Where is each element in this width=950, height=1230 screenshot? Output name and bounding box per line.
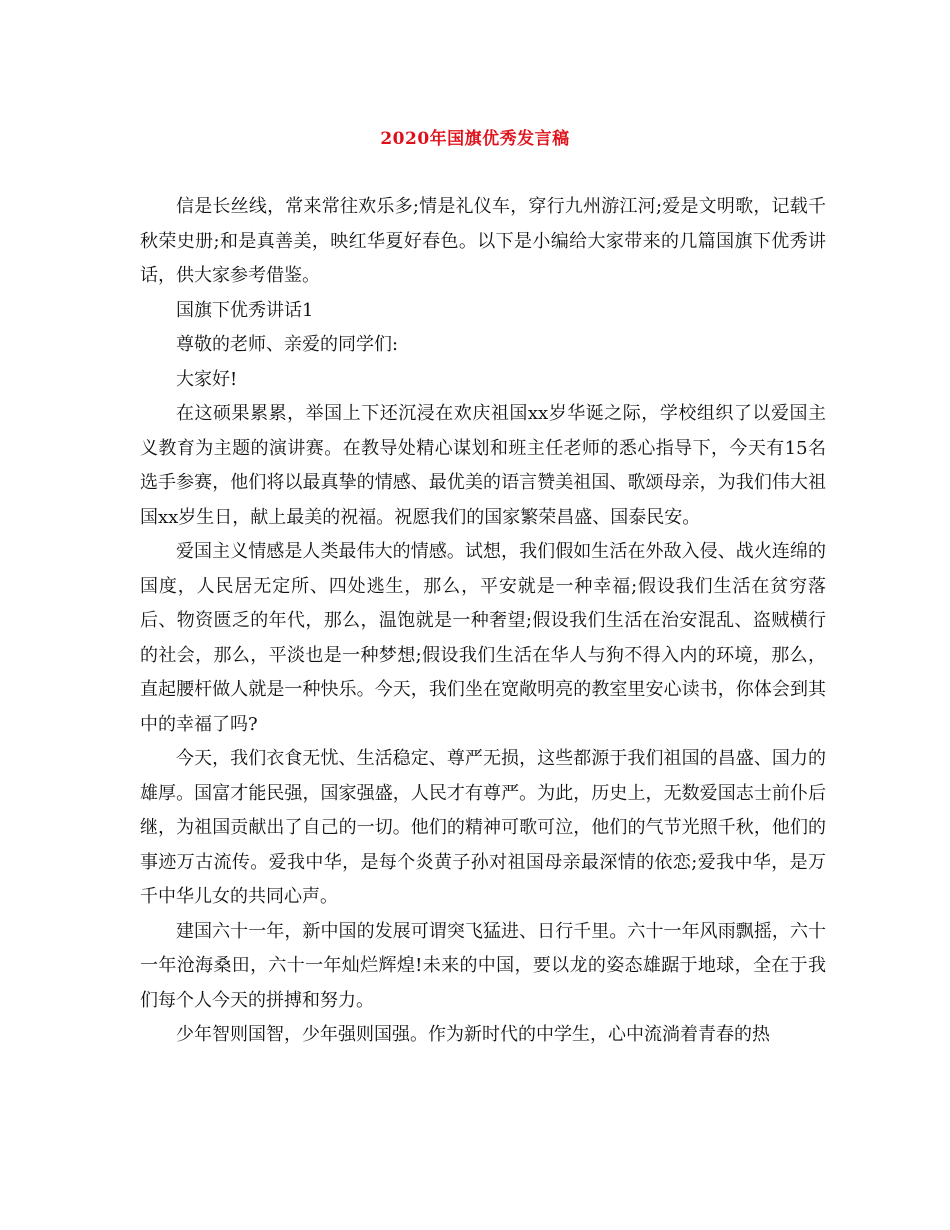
paragraph-competition: 在这硕果累累，举国上下还沉浸在欢庆祖国xx岁华诞之际，学校组织了以爱国主义教育为主题的演讲赛。在教导处精心谋划和班主任老师的悉心指导下，今天有15名选手参赛，他们将以最真挚的情感、最优美的语言赞美祖国、歌颂母亲，为我们伟大祖国xx岁生日，献上最美的祝福。祝愿我们的国家繁荣昌盛、国泰民安。 bbox=[140, 403, 826, 528]
paragraph-youth: 少年智则国智，少年强则国强。作为新时代的中学生，心中流淌着青春的热 bbox=[176, 1024, 770, 1045]
paragraph-development: 建国六十一年，新中国的发展可谓突飞猛进、日行千里。六十一年风雨飘摇，六十一年沧海桑田，六十一年灿烂辉煌!未来的中国，要以龙的姿态雄踞于地球，全在于我们每个人今天的拼搏和努力。 bbox=[140, 920, 826, 1011]
paragraph-salutation: 尊敬的老师、亲爱的同学们: bbox=[176, 334, 399, 355]
paragraph-prosperity: 今天，我们衣食无忧、生活稳定、尊严无损，这些都源于我们祖国的昌盛、国力的雄厚。国富才能民强，国家强盛，人民才有尊严。为此，历史上，无数爱国志士前仆后继，为祖国贡献出了自己的一切。他们的精神可歌可泣，他们的气节光照千秋，他们的事迹万古流传。爱我中华，是每个炎黄子孙对祖国母亲最深情的依恋;爱我中华，是万千中华儿女的共同心声。 bbox=[140, 748, 826, 907]
paragraph-intro: 信是长丝线，常来常往欢乐多;情是礼仪车，穿行九州游江河;爱是文明歌，记载千秋荣史册;和是真善美，映红华夏好春色。以下是小编给大家带来的几篇国旗下优秀讲话，供大家参考借鉴。 bbox=[140, 196, 826, 286]
document-title: 2020年国旗优秀发言稿 bbox=[380, 129, 570, 149]
paragraph-speech-heading: 国旗下优秀讲话1 bbox=[176, 299, 314, 321]
paragraph-patriotism: 爱国主义情感是人类最伟大的情感。试想，我们假如生活在外敌入侵、战火连绵的国度，人民居无定所、四处逃生，那么，平安就是一种幸福;假设我们生活在贫穷落后、物资匮乏的年代，那么，温饱就是一种奢望;假设我们生活在治安混乱、盗贼横行的社会，那么，平淡也是一种梦想;假设我们生活在华人与狗不得入内的环境，那么，直起腰杆做人就是一种快乐。今天，我们坐在宽敞明亮的教室里安心读书，你体会到其中的幸福了吗? bbox=[140, 541, 826, 735]
document-body bbox=[140, 190, 826, 1053]
paragraph-greeting: 大家好! bbox=[176, 368, 238, 390]
